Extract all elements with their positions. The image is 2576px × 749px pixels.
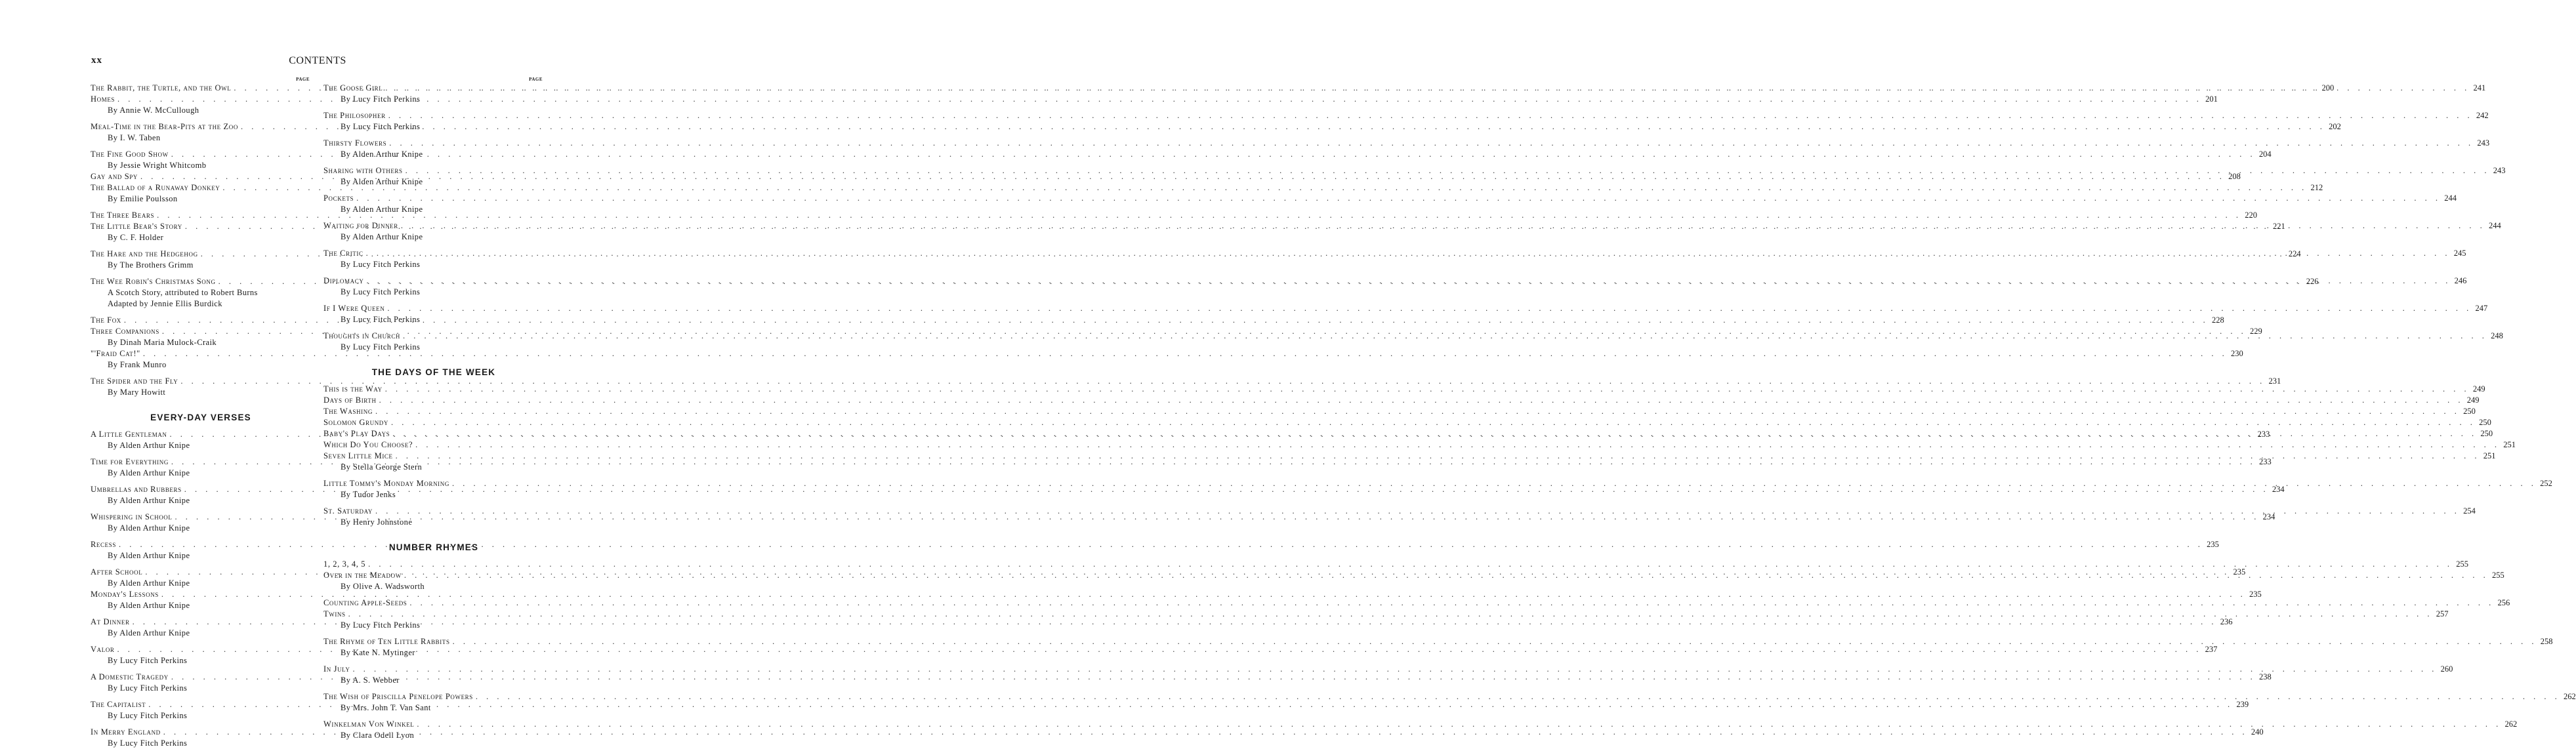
toc-entry-author: By Olive A. Wadsworth	[341, 582, 425, 591]
dot-leader	[346, 609, 2433, 620]
toc-entry-author: By Alden Arthur Knipe	[341, 177, 423, 186]
toc-entry-page: 200	[2321, 83, 2335, 92]
toc-entry-line	[323, 303, 2488, 314]
toc-entry-title: Twins	[323, 609, 346, 618]
dot-leader	[364, 248, 2451, 259]
toc-entry-page: 235	[2249, 590, 2262, 599]
toc-entry-author: By Lucy Fitch Perkins	[341, 315, 421, 324]
toc-entry-line	[323, 478, 2552, 489]
toc-entry-author: Adapted by Jennie Ellis Burdick	[108, 299, 222, 308]
toc-entry-title: St. Saturday	[323, 506, 373, 516]
toc-entry-page: 250	[2480, 429, 2493, 438]
dot-leader	[383, 384, 2470, 395]
toc-entry-line	[323, 406, 2476, 417]
toc-entry-page: 257	[2436, 609, 2449, 618]
toc-entry-page: 246	[2454, 276, 2467, 285]
toc-entry-line	[323, 636, 2553, 647]
toc-entry-author: By Lucy Fitch Perkins	[341, 122, 421, 131]
toc-entry-page: 242	[2476, 111, 2489, 120]
dot-leader	[400, 331, 2487, 342]
toc-entry	[323, 417, 2491, 428]
toc-entry-title: Thirsty Flowers	[323, 138, 387, 148]
toc-entry-title: This is the Way	[323, 384, 383, 394]
toc-entry-title: Meal-Time in the Bear-Pits at the Zoo	[91, 122, 238, 131]
toc-entry-title: The Rhyme of Ten Little Rabbits	[323, 637, 450, 646]
page-column-label: PAGE	[296, 77, 310, 82]
toc-entry-page: 245	[2453, 249, 2466, 258]
toc-entry-author: By Lucy Fitch Perkins	[108, 656, 188, 665]
toc-entry-page: 234	[2262, 512, 2275, 521]
toc-entry-page: 233	[2257, 430, 2270, 439]
toc-entry-author: By Alden Arthur Knipe	[108, 523, 190, 533]
dot-leader	[450, 636, 2537, 647]
toc-entry-author: By Lucy Fitch Perkins	[108, 711, 188, 720]
toc-entry-author: A Scotch Story, attributed to Robert Burns	[108, 288, 258, 297]
toc-entry-title: After School	[91, 567, 143, 577]
toc-entry-line	[323, 559, 2468, 570]
toc-entry-page: 235	[2207, 540, 2219, 549]
toc-entry-page: 237	[2205, 645, 2218, 654]
toc-entry-line	[323, 395, 2480, 406]
toc-entry-author: By Lucy Fitch Perkins	[108, 683, 188, 693]
toc-entry-page: 252	[2540, 479, 2552, 488]
toc-entry	[91, 210, 2258, 221]
dot-leader	[402, 570, 2489, 581]
toc-entry-author: By Lucy Fitch Perkins	[341, 620, 421, 630]
toc-entry-title: The Goose Girl	[323, 83, 383, 92]
toc-entry-title: Baby's Play Days	[323, 429, 390, 438]
toc-entry-title: If I Were Queen	[323, 304, 385, 313]
toc-entry-title: Thoughts in Church	[323, 331, 401, 340]
toc-entry	[323, 597, 2510, 609]
section-heading-number-rhymes: NUMBER RHYMES	[388, 542, 479, 552]
toc-entry-title: Recess	[91, 540, 116, 549]
toc-entry-page: 251	[2483, 451, 2496, 460]
toc-entry-author: By A. S. Webber	[341, 676, 400, 685]
toc-entry-title: The Washing	[323, 407, 373, 416]
dot-leader	[384, 303, 2472, 314]
toc-entry-line	[323, 384, 2485, 395]
toc-entry-author: By Alden Arthur Knipe	[108, 468, 190, 477]
toc-entry-line	[323, 193, 2457, 204]
toc-entry-line	[323, 165, 2506, 176]
dot-leader	[393, 451, 2480, 462]
toc-entry-author: By Lucy Fitch Perkins	[341, 260, 421, 269]
toc-entry-author: By Lucy Fitch Perkins	[341, 287, 421, 296]
toc-entry-title: Sharing with Others	[323, 166, 403, 175]
dot-leader	[449, 478, 2537, 489]
toc-entry-title: Days of Birth	[323, 395, 377, 405]
toc-entry-title: The Three Bears	[91, 211, 155, 220]
toc-entry-author: By Annie W. McCullough	[108, 106, 199, 115]
toc-entry-title: In July	[323, 664, 350, 674]
dot-leader	[398, 220, 2485, 232]
toc-entry-author: By Lucy Fitch Perkins	[341, 94, 421, 104]
dot-leader	[388, 417, 2476, 428]
toc-entry-line	[323, 138, 2490, 149]
toc-entry-page: 249	[2466, 395, 2480, 405]
toc-entry-author: By Alden Arthur Knipe	[108, 441, 190, 450]
toc-entry-author: By Jessie Wright Whitcomb	[108, 161, 207, 170]
page-number: xx	[91, 55, 102, 66]
toc-entry-page: 247	[2475, 304, 2488, 313]
toc-entry-title: Solomon Grundy	[323, 418, 389, 427]
toc-entry-title: Little Tommy's Monday Morning	[323, 479, 449, 488]
toc-entry-author: By Stella George Stern	[341, 462, 423, 472]
toc-entry-author: By Alden Arthur Knipe	[108, 578, 190, 588]
toc-entry-page: 229	[2250, 327, 2262, 336]
toc-entry-page: 250	[2479, 418, 2491, 427]
toc-entry-title: Which Do You Choose?	[323, 440, 413, 449]
dot-leader	[414, 719, 2501, 730]
dot-leader	[403, 165, 2490, 176]
toc-entry-author: By Alden Arthur Knipe	[341, 150, 423, 159]
toc-entry	[323, 406, 2476, 417]
toc-entry-page: 260	[2440, 664, 2453, 674]
toc-entry-title: The Philosopher	[323, 111, 386, 120]
toc-entry-author: By Clara Odell Lyon	[341, 731, 415, 740]
toc-entry	[323, 193, 2457, 215]
toc-entry-author: By I. W. Taben	[108, 133, 161, 142]
toc-entry-title: "'Fraid Cat!"	[91, 349, 140, 358]
toc-entry-title: The Capitalist	[91, 700, 146, 709]
toc-entry-author: By C. F. Holder	[108, 233, 164, 242]
toc-entry-line	[323, 664, 2453, 675]
toc-entry-title: A Little Gentleman	[91, 430, 167, 439]
toc-entry-title: The Wee Robin's Christmas Song	[91, 277, 216, 286]
toc-entry-line	[323, 110, 2489, 121]
toc-entry-page: 212	[2310, 183, 2323, 192]
toc-entry-page: 228	[2212, 315, 2224, 325]
toc-entry-line	[323, 439, 2516, 451]
dot-leader	[413, 439, 2500, 451]
toc-entry-page: 250	[2463, 407, 2476, 416]
toc-entry-title: Seven Little Mice	[323, 451, 393, 460]
dot-leader	[373, 506, 2460, 517]
toc-entry	[323, 384, 2485, 395]
toc-entry-page: 262	[2564, 692, 2576, 701]
toc-entry-page: 248	[2491, 331, 2503, 340]
toc-entry-page: 208	[2228, 172, 2241, 181]
toc-entry-page: 221	[2272, 222, 2285, 231]
dot-leader	[386, 138, 2474, 149]
toc-entry-page: 255	[2456, 559, 2468, 569]
toc-entry-page: 258	[2540, 637, 2553, 646]
toc-entry-page: 236	[2220, 617, 2233, 626]
dot-leader	[373, 406, 2460, 417]
toc-entry-author: By Alden Arthur Knipe	[341, 232, 423, 241]
toc-entry-author: By Dinah Maria Mulock-Craik	[108, 338, 217, 347]
dot-leader	[377, 395, 2464, 406]
dot-leader	[473, 691, 2560, 702]
toc-entry-title: Homes	[91, 94, 115, 104]
toc-entry-page: 256	[2497, 598, 2510, 607]
toc-entry-author: By Henry Johnstone	[341, 517, 413, 527]
dot-leader	[390, 428, 2477, 439]
toc-entry-line	[91, 182, 2323, 193]
toc-entry-title: The Critic	[323, 249, 364, 258]
dot-leader	[354, 193, 2441, 204]
toc-entry	[323, 395, 2480, 406]
toc-entry-title: Three Companions	[91, 327, 159, 336]
toc-entry-author: By Alden Arthur Knipe	[108, 551, 190, 560]
toc-entry-author: By The Brothers Grimm	[108, 260, 194, 270]
toc-entry-line	[323, 597, 2510, 609]
toc-entry-line	[91, 589, 2262, 600]
toc-entry-page: 231	[2268, 376, 2281, 386]
toc-entry-page: 202	[2329, 122, 2341, 131]
toc-entry-line	[91, 348, 2243, 359]
toc-entry-page: 224	[2288, 249, 2301, 258]
toc-entry-line	[323, 719, 2518, 730]
toc-entry-title: Valor	[91, 645, 115, 654]
toc-entry-line	[323, 417, 2491, 428]
toc-entry-author: By Mary Howitt	[108, 388, 166, 397]
dot-leader	[386, 110, 2473, 121]
toc-entry-title: Monday's Lessons	[91, 590, 159, 599]
toc-entry-title: Waiting for Dinner	[323, 221, 398, 230]
dot-leader	[350, 664, 2437, 675]
toc-entry-line	[323, 609, 2449, 620]
toc-entry-title: The Fox	[91, 315, 121, 325]
dot-leader	[383, 83, 2470, 94]
toc-entry-page: 234	[2272, 485, 2285, 494]
toc-entry-page: 243	[2477, 138, 2490, 148]
toc-entry-line	[91, 376, 2281, 387]
toc-entry-author: By Alden Arthur Knipe	[108, 628, 190, 638]
dot-leader	[238, 121, 2325, 132]
toc-entry-title: Diplomacy	[323, 276, 364, 285]
toc-entry-page: 220	[2245, 211, 2258, 220]
toc-entry-author: By Alden Arthur Knipe	[108, 496, 190, 505]
section-heading-every-day-verses: EVERY-DAY VERSES	[150, 413, 251, 422]
toc-entry-page: 262	[2504, 719, 2518, 729]
toc-entry-title: Whispering in School	[91, 512, 173, 521]
toc-entry	[91, 348, 2243, 371]
toc-entry-page: 226	[2306, 277, 2319, 286]
toc-entry-title: Winkelman Von Winkel	[323, 719, 415, 729]
toc-entry-title: Over in the Meadow	[323, 571, 402, 580]
toc-entry-title: Time for Everything	[91, 457, 169, 466]
page-title: CONTENTS	[289, 55, 346, 66]
toc-entry-title: A Domestic Tragedy	[91, 672, 169, 681]
toc-entry	[323, 439, 2516, 451]
toc-entry-title: The Fine Good Show	[91, 150, 169, 159]
toc-entry-author: By Mrs. John T. Van Sant	[341, 703, 431, 712]
toc-entry-title: Umbrellas and Rubbers	[91, 485, 182, 494]
toc-entry-page: 238	[2258, 672, 2272, 681]
toc-entry-title: Counting Apple-Seeds	[323, 598, 407, 607]
toc-entry-line	[91, 210, 2258, 221]
toc-entry-page: 230	[2230, 349, 2243, 358]
toc-entry-page: 201	[2205, 94, 2218, 104]
toc-entry-page: 241	[2473, 83, 2486, 92]
toc-entry-page: 239	[2236, 700, 2249, 709]
toc-entry-author: By Lucy Fitch Perkins	[341, 342, 421, 352]
toc-entry-title: In Merry England	[91, 727, 161, 737]
dot-leader	[364, 275, 2451, 287]
toc-entry-title: The Ballad of a Runaway Donkey	[91, 183, 220, 192]
toc-entry-page: 254	[2463, 506, 2476, 516]
toc-entry-author: By Kate N. Mytinger	[341, 648, 415, 657]
dot-leader	[365, 559, 2453, 570]
toc-entry-page: 243	[2493, 166, 2506, 175]
toc-entry-title: Gay and Spy	[91, 172, 138, 181]
toc-entry-title: The Rabbit, the Turtle, and the Owl	[91, 83, 232, 92]
section-heading-days-of-week: THE DAYS OF THE WEEK	[371, 367, 496, 377]
toc-entry-title: The Little Bear's Story	[91, 222, 182, 231]
toc-entry-page: 240	[2251, 727, 2264, 737]
toc-entry-title: 1, 2, 3, 4, 5	[323, 559, 366, 569]
toc-entry-title: The Spider and the Fly	[91, 376, 178, 386]
toc-entry-page: 251	[2503, 440, 2516, 449]
toc-entry-page: 204	[2258, 150, 2272, 159]
toc-entry-author: By Emilie Poulsson	[108, 194, 178, 203]
toc-entry-author: By Frank Munro	[108, 360, 167, 369]
toc-entry-author: By Alden Arthur Knipe	[341, 205, 423, 214]
toc-entry-title: The Hare and the Hedgehog	[91, 249, 198, 258]
toc-entry-line	[323, 691, 2576, 702]
toc-entry-title: At Dinner	[91, 617, 130, 626]
toc-entry-author: By Lucy Fitch Perkins	[108, 739, 188, 748]
toc-entry-page: 244	[2489, 221, 2501, 230]
toc-entry-page: 249	[2472, 384, 2485, 394]
toc-entry-page: 255	[2491, 571, 2504, 580]
page-column-label: PAGE	[529, 77, 543, 82]
toc-entry-author: By Tudor Jenks	[341, 490, 396, 499]
dot-leader	[407, 597, 2494, 609]
toc-entry-author: By Alden Arthur Knipe	[108, 601, 190, 610]
toc-entry-page: 235	[2233, 567, 2246, 577]
toc-entry-title: The Wish of Priscilla Penelope Powers	[323, 692, 473, 701]
toc-entry-page: 244	[2444, 193, 2457, 203]
toc-entry-title: Pockets	[323, 193, 354, 203]
toc-entry-page: 233	[2259, 457, 2272, 466]
toc-entry	[323, 559, 2468, 570]
